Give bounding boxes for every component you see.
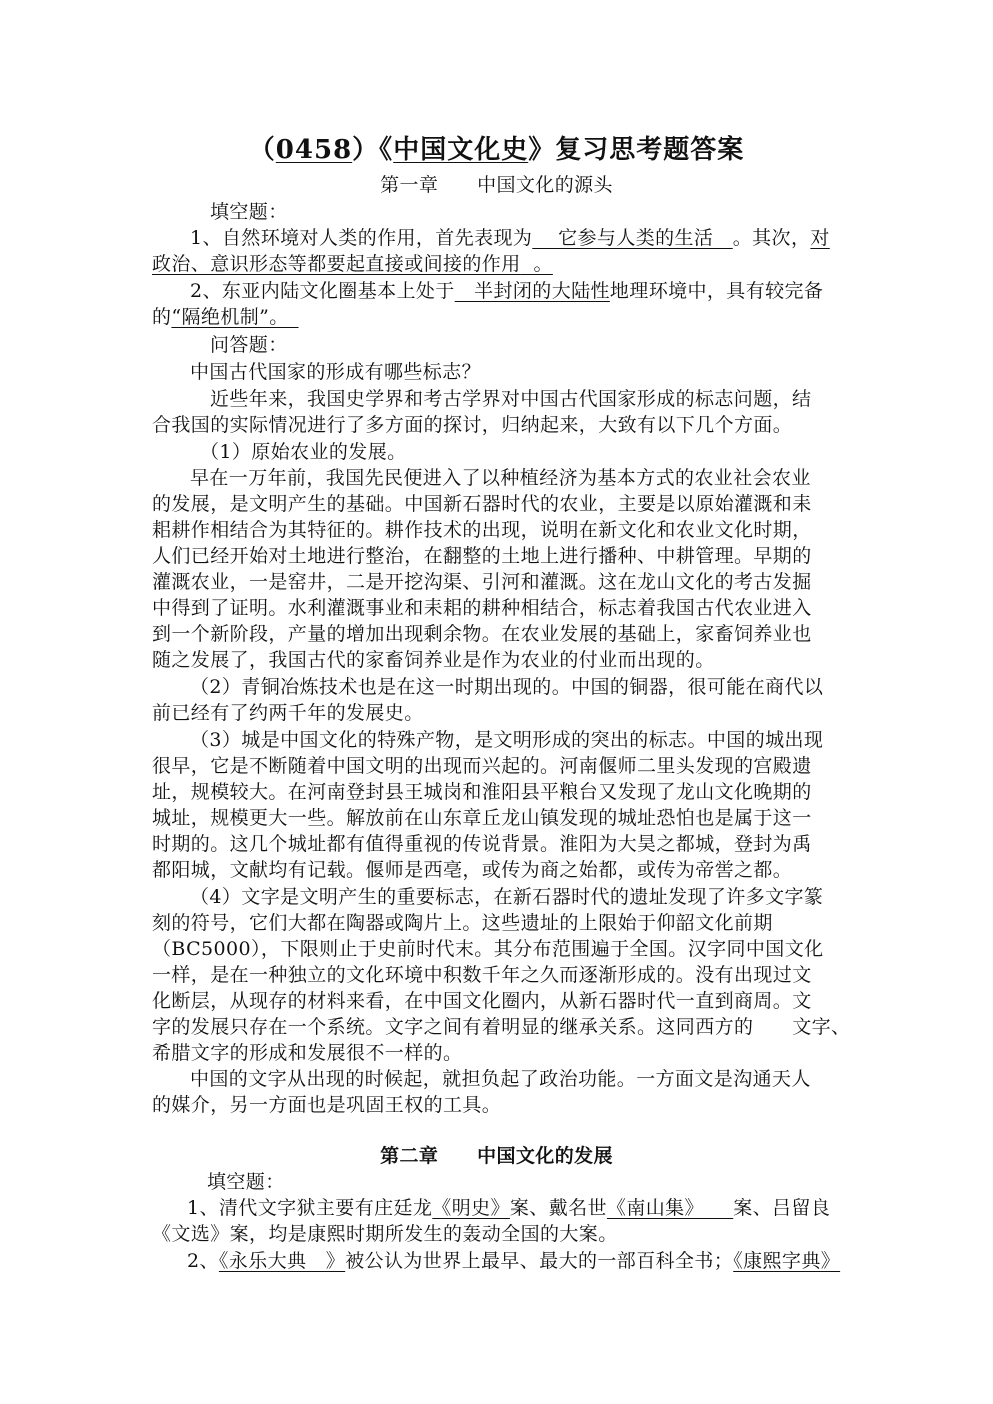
chapter2-heading: 第二章 中国文化的发展: [380, 1145, 613, 1167]
chapter2-fill-label: 填空题：: [207, 1171, 285, 1193]
answer-line: 人们已经开始对土地进行整治，在翻整的土地上进行播种、中耕管理。早期的: [152, 545, 812, 567]
answer-line: 中得到了证明。水利灌溉事业和耒耜的耕种相结合，标志着我国古代农业进入: [152, 597, 812, 619]
answer-line: （2）青铜冶炼技术也是在这一时期出现的。中国的铜器，很可能在商代以: [190, 676, 824, 698]
chapter1-heading: 第一章 中国文化的源头: [380, 174, 613, 196]
answer-line: 灌溉农业，一是窑井，二是开挖沟渠、引河和灌溉。这在龙山文化的考古发掘: [152, 571, 812, 593]
ch1-q2-answer2: “隔绝机制”。: [171, 306, 299, 328]
answer-line: 耜耕作相结合为其特征的。耕作技术的出现，说明在新文化和农业文化时期，: [152, 519, 812, 541]
chapter1-qa-label: 问答题：: [210, 334, 288, 356]
answer-line: （BC5000），下限则止于史前时代末。其分布范围遍于全国。汉字同中国文化: [152, 938, 824, 960]
answer-line: 城址，规模更大一些。解放前在山东章丘龙山镇发现的城址恐怕也是属于这一: [152, 807, 812, 829]
chapter1-question: 中国古代国家的形成有哪些标志？: [190, 361, 482, 383]
answer-line: 近些年来，我国史学界和考古学界对中国古代国家形成的标志问题，结: [210, 388, 812, 410]
answer-line: 到一个新阶段，产量的增加出现剩余物。在农业发展的基础上，家畜饲养业也: [152, 623, 812, 645]
ch1-q2-line2: 的“隔绝机制”。: [152, 306, 299, 328]
answer-line: （1）原始农业的发展。: [200, 441, 407, 463]
answer-line: 希腊文字的形成和发展很不一样的。: [152, 1042, 463, 1064]
ch2-q2-line1: 2、《永乐大典 》被公认为世界上最早、最大的一部百科全书；《康熙字典》: [187, 1250, 841, 1272]
course-name: 中国文化史: [393, 135, 529, 165]
chapter1-fill-label: 填空题：: [210, 201, 288, 223]
ch2-q2-answer2: 《康熙字典》: [733, 1250, 841, 1272]
ch1-q1-line2: 政治、意识形态等都要起直接或间接的作用 。: [152, 253, 553, 275]
answer-line: （3）城是中国文化的特殊产物，是文明形成的突出的标志。中国的城出现: [190, 729, 824, 751]
answer-line: 合我国的实际情况进行了多方面的探讨，归纳起来，大致有以下几个方面。: [152, 414, 793, 436]
ch1-q2-answer1: 半封闭的大陆性: [454, 280, 610, 302]
answer-line: 址，规模较大。在河南登封县王城岗和淮阳县平粮台又发现了龙山文化晚期的: [152, 781, 812, 803]
answer-line: 的发展，是文明产生的基础。中国新石器时代的农业，主要是以原始灌溉和耒: [152, 493, 812, 515]
ch2-q1-line1: 1、清代文字狱主要有庄廷龙《明史》案、戴名世《南山集》 案、吕留良: [187, 1197, 831, 1219]
answer-line: 的媒介，另一方面也是巩固王权的工具。: [152, 1094, 502, 1116]
answer-line: 一样，是在一种独立的文化环境中积数千年之久而逐渐形成的。没有出现过文: [152, 964, 812, 986]
ch2-q1-answer2: 《南山集》: [606, 1197, 734, 1219]
answer-line: 字的发展只存在一个系统。文字之间有着明显的继承关系。这同西方的 文字、: [152, 1016, 851, 1038]
answer-line: 都阳城，文献均有记载。偃师是西亳，或传为商之始都，或传为帝喾之都。: [152, 859, 793, 881]
answer-line: （4）文字是文明产生的重要标志，在新石器时代的遗址发现了许多文字篆: [190, 886, 824, 908]
ch1-q1-line1: 1、自然环境对人类的作用，首先表现为 它参与人类的生活 。其次，对: [190, 227, 830, 249]
ch2-q1-answer1: 《明史》: [432, 1197, 510, 1219]
answer-line: 随之发展了，我国古代的家畜饲养业是作为农业的付业而出现的。: [152, 649, 715, 671]
answer-line: 化断层，从现存的材料来看，在中国文化圈内，从新石器时代一直到商周。文: [152, 990, 812, 1012]
answer-line: 很早，它是不断随着中国文明的出现而兴起的。河南偃师二里头发现的宫殿遗: [152, 755, 812, 777]
course-code: 0458: [275, 135, 353, 165]
answer-line: 早在一万年前，我国先民便进入了以种植经济为基本方式的农业社会农业: [190, 467, 811, 489]
ch2-q2-answer1: 《永乐大典 》: [218, 1250, 346, 1272]
document-title: （0458）《中国文化史》复习思考题答案: [248, 135, 745, 165]
answer-line: 时期的。这几个城址都有值得重视的传说背景。淮阳为大昊之都城，登封为禹: [152, 833, 812, 855]
ch1-q1-answer2: 政治、意识形态等都要起直接或间接的作用: [152, 253, 521, 275]
ch2-q1-line2: 《文选》案，均是康熙时期所发生的轰动全国的大案。: [152, 1223, 618, 1245]
answer-line: 前已经有了约两千年的发展史。: [152, 702, 424, 724]
ch1-q1-answer1: 它参与人类的生活: [532, 227, 733, 249]
answer-line: 刻的符号，它们大都在陶器或陶片上。这些遗址的上限始于仰韶文化前期: [152, 912, 773, 934]
answer-line: 中国的文字从出现的时候起，就担负起了政治功能。一方面文是沟通天人: [190, 1068, 811, 1090]
ch1-q2-line1: 2、东亚内陆文化圈基本上处于 半封闭的大陆性地理环境中，具有较完备: [190, 280, 824, 302]
